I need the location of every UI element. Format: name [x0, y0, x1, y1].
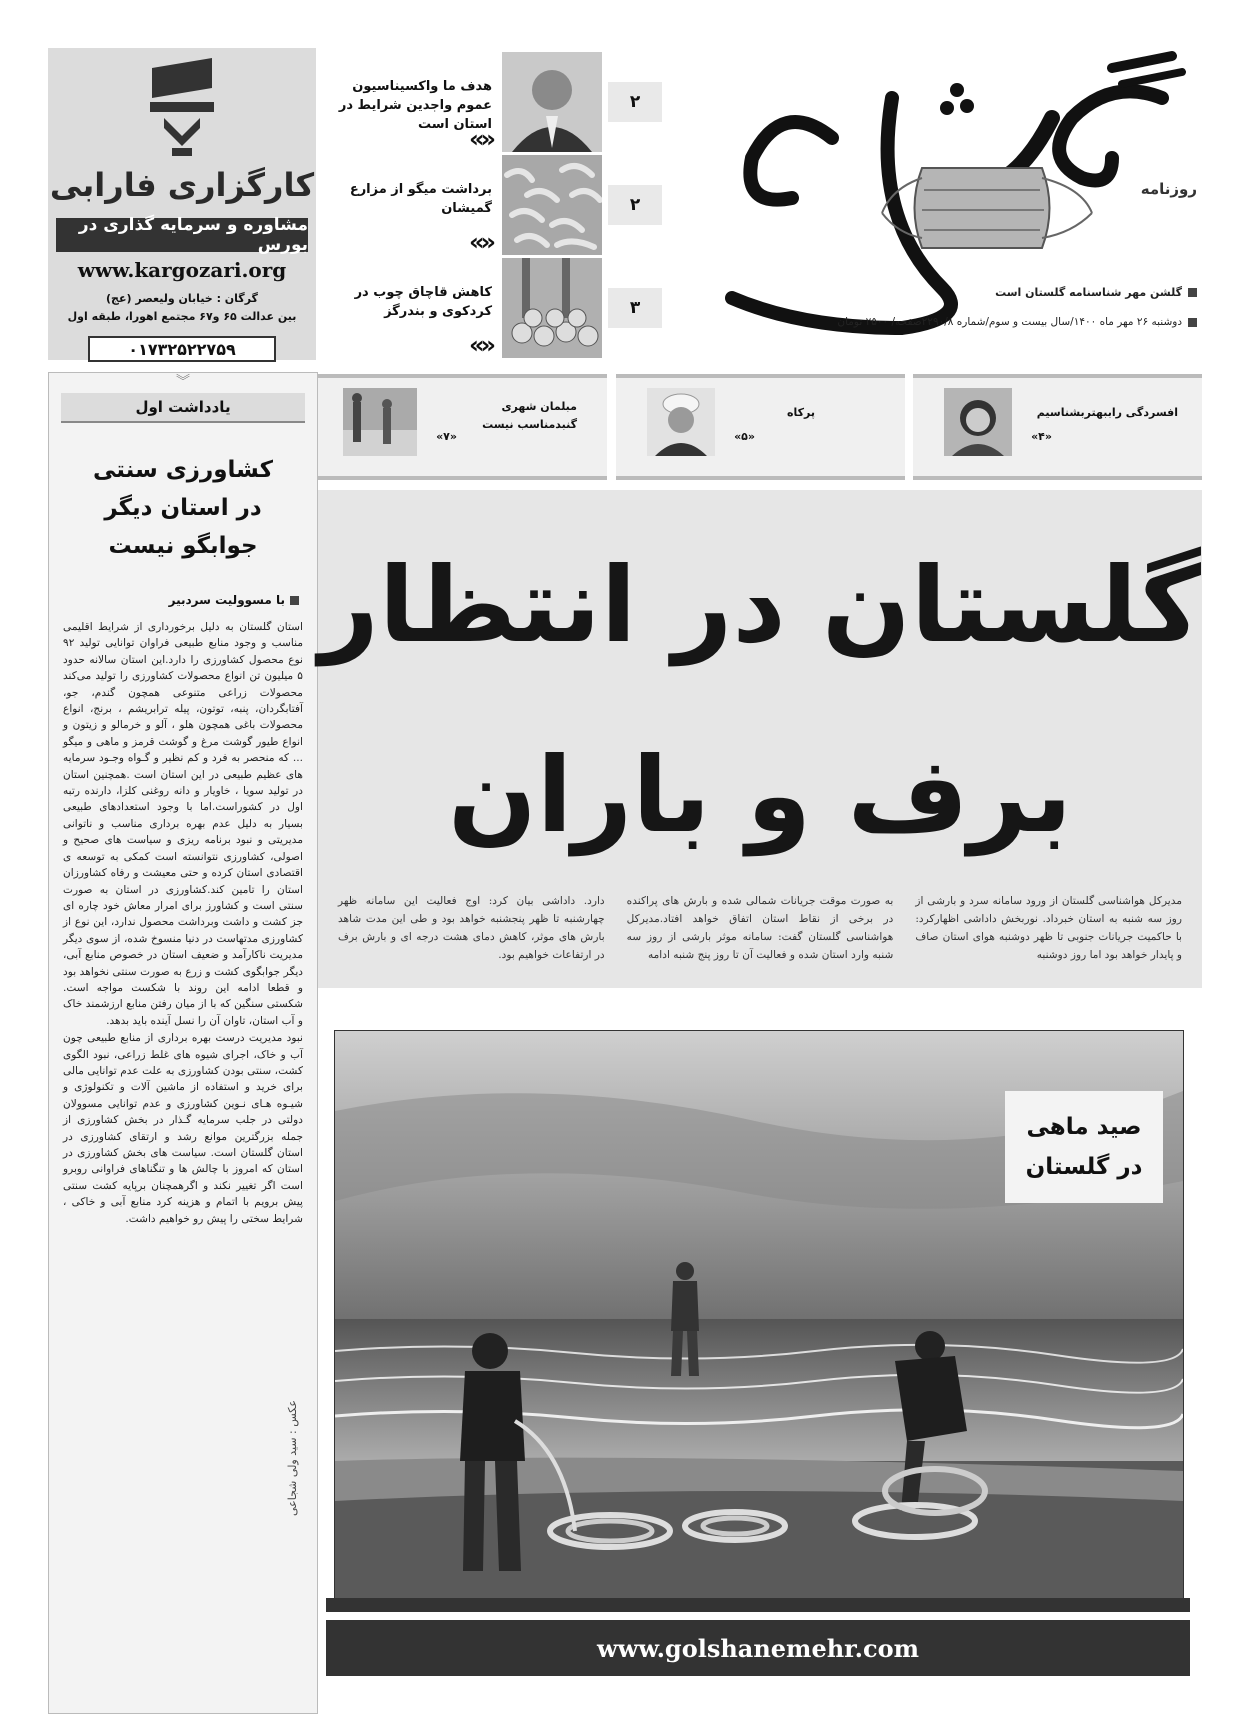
editorial-paragraph: نبود مدیریت درست بهره برداری از منابع طبیعی چون آب و خاک، اجرای شیوه های غلط زراعی، نبود الگوی کشت، سنتی بودن کشاورزی به علت عدم توانایی مالی برای خرید و استفاده از ماشین آلات و تکنولوژی و شیـوه هـای نـوین کشاورزی و عدم توانایی مسوولان دولتی در جلب سرمایه گـذار در بخش کشاورزی از جمله بزرگترین موانع رشد و ارتقای کشاورزی در استان گلستان است. سیاست های بخش کشاورزی در استان که امروز با چالش ها و تنگناهای فراوانی روبرو است اگر تغییر نکند و اگرهمچنان برپایه کشت سنتی پیش برویم با اتمام و هزینه کرد منابع آبی و خاکی ، شرایط سختی را پیش رو خواهیم داشت. — [63, 1032, 303, 1225]
columnist-photo-street — [343, 388, 417, 456]
teaser-arrow-icon: «» — [468, 125, 492, 153]
columnist-photo-cleric — [647, 388, 715, 456]
ad-phone[interactable]: ۰۱۷۳۲۵۲۲۷۵۹ — [88, 336, 276, 362]
teaser-shrimp[interactable] — [342, 155, 662, 255]
bullet-square-icon — [1188, 288, 1197, 297]
teaser-timber[interactable] — [342, 258, 662, 358]
footer-stripe — [326, 1598, 1190, 1612]
bullet-square-icon — [290, 596, 299, 605]
teaser-arrow-icon: «» — [468, 331, 492, 359]
daily-label: روزنامه — [1140, 180, 1197, 198]
lead-story — [318, 490, 1202, 988]
tagline-text: گلشن مهر شناسنامه گلستان است — [995, 286, 1182, 299]
lead-headline-line1: گلستان در انتظار — [318, 544, 1202, 666]
editorial-body — [63, 619, 303, 1228]
lead-column: به صورت موقت جریانات شمالی شده و بارش های پراکنده در برخی از نقاط استان اتفاق خواهد افتاد.مدیرکل هواشناسی گلستان گفت: سامانه موثر بارشی از روز سه شنبه وارد استان شده و فعالیت آن تا روز پنج شنبه ادامه — [626, 895, 894, 961]
photo-caption-line1: صید ماهی — [1026, 1114, 1142, 1140]
main-photo-fishing — [334, 1030, 1184, 1608]
ad-farabi-brokerage[interactable] — [48, 48, 316, 360]
columnist-page: «۷» — [436, 430, 457, 443]
photo-caption-line2: در گلستان — [1025, 1154, 1143, 1180]
lead-headline — [318, 530, 1202, 870]
editorial-byline — [169, 593, 299, 607]
ad-url-link[interactable]: www.kargozari.org — [77, 258, 287, 282]
ad-address-line1: گرگان : خیابان ولیعصر (عج) — [106, 292, 258, 305]
teaser-text: برداشت میگو از مزارع گمیشان — [349, 182, 492, 216]
editorial-headline-line: کشاورزی سنتی — [93, 457, 273, 483]
columnist-page: «۴» — [1031, 430, 1052, 443]
lead-column: دارد. داداشی بیان کرد: اوج فعالیت این سامانه ظهر چهارشنبه تا ظهر پنجشنبه خواهد بود و طی این مدت شاهد بارش های موثر، کاهش دمای هشت درجه ای و بارش برف در ارتفاعات خواهیم بود. — [337, 895, 605, 961]
teaser-page-number: ۲ — [608, 82, 662, 122]
byline-text: با مسوولیت سردبیر — [168, 593, 285, 607]
footer-url-link[interactable]: www.golshanemehr.com — [326, 1620, 1190, 1676]
editorial-paragraph: استان گلستان به دلیل برخورداری از شرایط اقلیمی مناسب و وجود منابع طبیعی فراوان توانایی تولید ۹۲ نوع محصول کشاورزی را دارد.این استان سالانه حدود ۵ میلیون تن انواع محصولات کشاورزی را تولید می‌کند محصولات زراعی متنوعی همچون گندم، جو، آفتابگردان، پنبه، توتون، پیله ترابریشم ، برنج، انواع محصولات باغی همچون هلو ، آلو و خرمالو و زیتون و انواع طیور گوشت مرغ و گوشت قرمز و ماهی و میگو ... که منحصر به فرد و کم نظیر و گـواه وجـود سرمایه های عظیم طبیعی در این استان است .همچنین استان در تولید سویا ، خاویار و دانه روغنی کلزا، دارنده رتبه اول در کشوراست.اما با وجود استعدادهای طبیعی بسیار به دلیل عدم بهره برداری مناسب و ناتوانی مدیریتی و نبود برنامه ریزی و سیاست های صحیح و اصولی، کشاورزی نتوانسته است کمکی به توسعه ی اقتصادی استان کرده و حتی معیشت و رفاه کشاورزان استان را تامین کند.کشاورزی در استان به صورت سنتی است و کشاورز برای امرار معاش خود چاره ای جز کشت و داشت وبرداشت محصول ندارد، این نوع از کشاورزی مدتهاست در دنیا منسوخ شده، از سوی دیگر مدیریت ناکارآمد و ضعیف استان در خصوص منابع آبی، دیگر جوابگوی کشت و زرع به صورت سنتی نخواهد بود و قطعا ادامه این روند با شکست مواجه است. شکستی سنگین که با از میان رفتن منابع ارزشمند خاک و آب استان، تاوان آن را نسل آینده باید بدهد. — [63, 621, 303, 1027]
chevron-down-icon: ︾ — [176, 374, 190, 390]
teaser-photo-portrait — [502, 52, 602, 152]
ad-slogan: مشاوره و سرمایه گذاری در بورس — [56, 218, 308, 252]
columnist-parkah[interactable] — [616, 374, 905, 480]
teaser-text: کاهش قاچاق چوب در کردکوی و بندرگز — [354, 285, 492, 319]
issue-info-text: دوشنبه ۲۶ مهر ماه ۱۴۰۰/سال بیست و سوم/شماره ۲۲۹۰/۸صفحه/ ۲۵۰۰ تومان — [837, 316, 1182, 328]
teaser-text: هدف ما واکسیناسیون عموم واجدین شرایط در استان است — [338, 79, 492, 132]
ad-brand: کارگزاری فارابی — [49, 166, 315, 204]
columnist-label: مبلمان شهری گنبدمناسب نیست — [482, 400, 577, 431]
photo-caption — [1005, 1091, 1163, 1203]
teaser-photo-timber — [502, 258, 602, 358]
lead-body — [338, 892, 1182, 964]
teaser-vaccination[interactable] — [338, 52, 662, 153]
issue-info — [837, 316, 1197, 328]
lead-column: مدیرکل هواشناسی گلستان از ورود سامانه سرد و بارشی از روز سه شنبه به استان خبرداد. نوربخش داداشی اظهارکرد: با حاکمیت جریانات جنوبی تا ظهر دوشنبه هوای استان صاف و پایدار خواهد بود اما روز دوشنبه — [915, 895, 1182, 961]
ad-address-line2: بین عدالت ۶۵ و۶۷ مجتمع اهورا، طبقه اول — [67, 310, 297, 323]
columnist-label: افسردگی راببهتربشناسیم — [1036, 406, 1178, 419]
editorial-column — [48, 372, 318, 1714]
photo-credit: عکس : سید ولی شجاعی — [286, 1400, 299, 1516]
columnist-photo-woman — [944, 388, 1012, 456]
columnist-depression[interactable] — [913, 374, 1202, 480]
editorial-headline — [61, 451, 305, 565]
bullet-square-icon — [1188, 318, 1197, 327]
tagline — [995, 286, 1197, 299]
columnist-page: «۵» — [734, 430, 755, 443]
teaser-page-number: ۳ — [608, 288, 662, 328]
lead-headline-line2: برف و باران — [448, 734, 1072, 856]
teaser-photo-shrimp — [502, 155, 602, 255]
columnist-label: پرکاه — [787, 406, 815, 419]
columnist-urban-furniture[interactable] — [318, 374, 607, 480]
editorial-headline-line: جوابگو نیست — [108, 533, 258, 559]
editorial-headline-line: در استان دیگر — [104, 495, 262, 521]
ad-logo-icon — [142, 58, 222, 158]
section-label: یادداشت اول — [61, 393, 305, 423]
teaser-page-number: ۲ — [608, 185, 662, 225]
teaser-arrow-icon: «» — [468, 228, 492, 256]
